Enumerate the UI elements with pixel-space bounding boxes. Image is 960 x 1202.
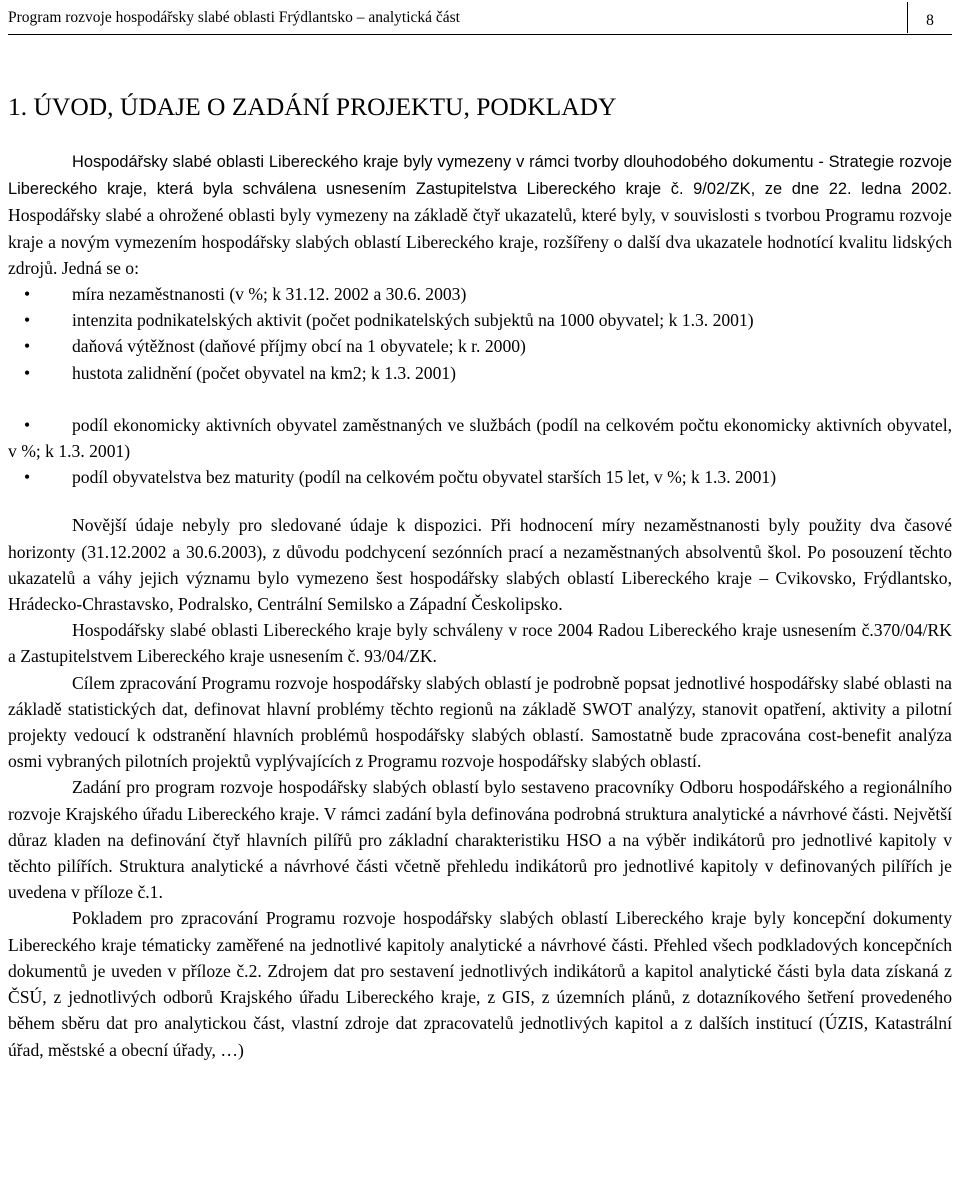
page-header — [8, 2, 952, 35]
intro-paragraph — [8, 148, 952, 281]
page-number: 8 — [907, 2, 952, 33]
paragraph-goal: Cílem zpracování Programu rozvoje hospodářsky slabých oblastí je podrobně popsat jednotlivé hospodářsky slabé oblasti na základě statistických dat, definovat hlavní problémy těchto regionů na základě SWOT analýzy, stanovit opatření, aktivity a pilotní projekty vedoucí k odstranění hlavních problémů hospodářsky slabých oblastí. Samostatně bude zpracována cost-benefit analýza osmi vybraných pilotních projektů vyplývajících z Programu rozvoje hospodářsky slabých oblastí. — [8, 672, 952, 772]
intro-part-2: Hospodářsky slabé a ohrožené oblasti byly vymezeny na základě čtyř ukazatelů, které byly, v souvislosti s tvorbou Programu rozvoje kraje a novým vymezením hospodářsky slabých oblastí Libereckého kraje, rozšířeny o další dva ukazatele hodnotící kvalitu lidských zdrojů. — [8, 205, 952, 278]
section-heading: 1. ÚVOD, ÚDAJE O ZADÁNÍ PROJEKTU, PODKLADY — [8, 92, 617, 121]
intro-part-3: Jedná se o: — [61, 257, 139, 278]
document-body — [8, 148, 952, 1063]
list-item: • podíl obyvatelstva bez maturity (podíl na celkovém počtu obyvatel starších 15 let, v %; k 1.3. 2001) — [8, 464, 952, 490]
list-item: • míra nezaměstnanosti (v %; k 31.12. 2002 a 30.6. 2003) — [8, 281, 952, 307]
list-item: • podíl ekonomicky aktivních obyvatel zaměstnaných ve službách (podíl na celkovém počtu ekonomicky aktivních obyvatel, v %; k 1.3. 2001) — [8, 412, 952, 464]
list-item: • intenzita podnikatelských aktivit (počet podnikatelských subjektů na 1000 obyvatel; k 1.3. 2001) — [8, 307, 952, 333]
paragraph-data-note: Novější údaje nebyly pro sledované údaje k dispozici. Při hodnocení míry nezaměstnanosti byly použity dva časové horizonty (31.12.2002 a 30.6.2003), z důvodu podchycení sezónních prací a nezaměstnaných absolventů škol. Po posouzení těchto ukazatelů a váhy jejich významu bylo vymezeno šest hospodářsky slabých oblastí Libereckého kraje – Cvikovsko, Frýdlantsko, Hrádecko-Chrastavsko, Podralsko, Centrální Semilsko a Západní Českolipsko. — [8, 515, 952, 615]
paragraph-assignment: Zadání pro program rozvoje hospodářsky slabých oblastí bylo sestaveno pracovníky Odboru hospodářského a regionálního rozvoje Krajského úřadu Libereckého kraje. V rámci zadání byla definována podrobná struktura analytické a návrhové části. Největší důraz kladen na definování čtyř hlavních pilířů pro základní charakteristiku HSO a na výběr indikátorů pro jednotlivé kapitoly v těchto pilířích. Struktura analytické a návrhové části včetně přehledu indikátorů pro jednotlivé kapitoly v definovaných pilířích je uvedena v příloze č.1. — [8, 777, 952, 903]
list-item: • daňová výtěžnost (daňové příjmy obcí na 1 obyvatele; k r. 2000) — [8, 333, 952, 359]
paragraph-sources: Pokladem pro zpracování Programu rozvoje hospodářsky slabých oblastí Libereckého kraje byly koncepční dokumenty Libereckého kraje tématicky zaměřené na jednotlivé kapitoly analytické a návrhové části. Přehled všech podkladových koncepčních dokumentů je uveden v příloze č.2. Zdrojem dat pro sestavení jednotlivých indikátorů a kapitol analytické části byla data získaná z ČSÚ, z jednotlivých odborů Krajského úřadu Libereckého kraje, z GIS, z územních plánů, z dotazníkového šetření provedeného během sběru dat pro analytickou část, vlastní zdroje dat zpracovatelů jednotlivých kapitol a z dalších institucí (ÚZIS, Katastrální úřad, městské a obecní úřady, …) — [8, 908, 952, 1060]
spacer — [8, 386, 952, 412]
extra-indicator-list — [8, 412, 952, 491]
paragraph-approval: Hospodářsky slabé oblasti Libereckého kraje byly schváleny v roce 2004 Radou Libereckého kraje usnesením č.370/04/RK a Zastupitelstvem Libereckého kraje usnesením č. 93/04/ZK. — [8, 620, 952, 667]
spacer — [8, 490, 952, 512]
header-title: Program rozvoje hospodářsky slabé oblasti Frýdlantsko – analytická část — [8, 9, 460, 26]
indicator-list — [8, 281, 952, 386]
intro-part-1: Hospodářsky slabé oblasti Libereckého kraje byly vymezeny v rámci tvorby dlouhodobého dokumentu - Strategie rozvoje Libereckého kraje, která byla schválena usnesením Zastupitelstva Libereckého kraje č. 9/02/ZK, ze dne 22. ledna 2002. — [8, 153, 952, 199]
list-item: • hustota zalidnění (počet obyvatel na km2; k 1.3. 2001) — [8, 360, 952, 386]
